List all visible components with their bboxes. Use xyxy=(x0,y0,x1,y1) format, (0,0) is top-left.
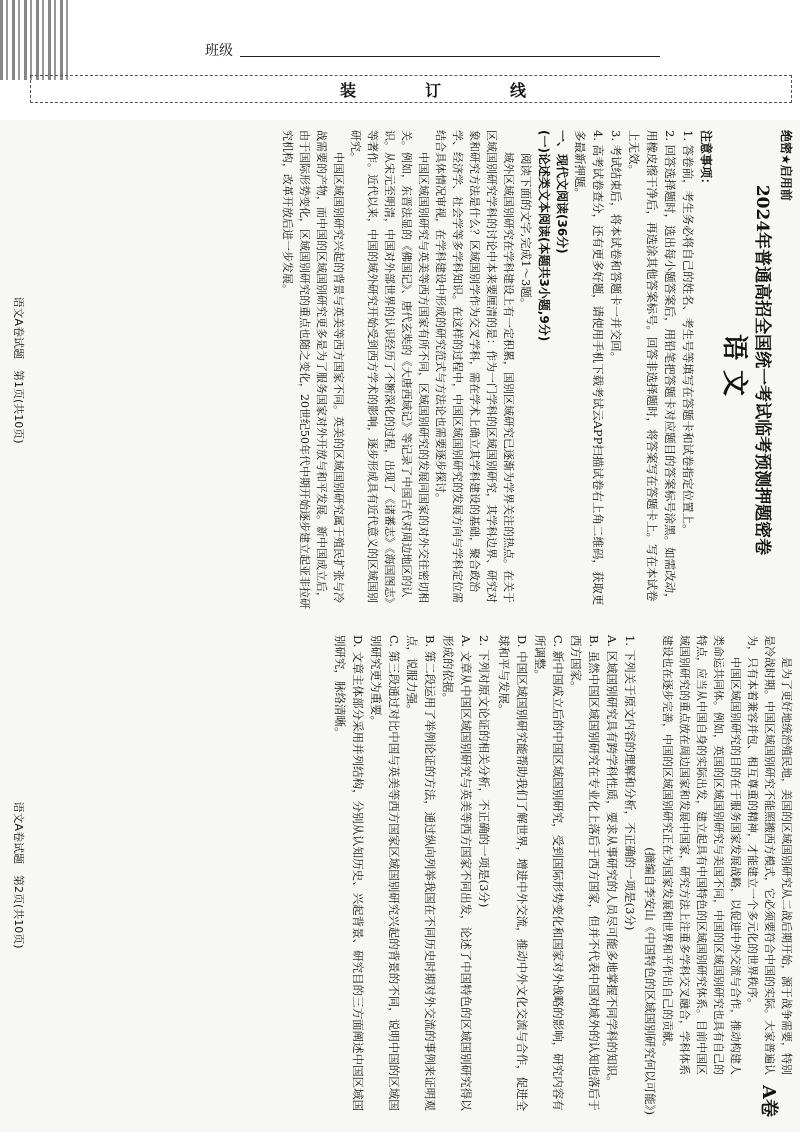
passage-paragraph: 中国区域国别研究的目的在于服务国家发展战略，以促进中外交流与合作，推动构建人类命运共同体。例如，英国的区域国别研究与美国不同，中国的区域国别研究也具有自己的特点，应当从中国自身的实际出发，建立起具有中国特色的区域国别研究体系。目前中国区域国别研究的重点放在周边国家和发展中国家，研究方法上注重多学科交叉融合，学科体系建设也在逐步完善，中国的区域国别研究正在为国家发展和世界和平作出自己的贡献。 xyxy=(661,635,742,1075)
paper-version-mark: A卷 xyxy=(758,1085,779,1117)
passage-paragraph: 是为了更好地统治殖民地，美国的区域国别研究从二战后期开始，源于战争需要，特别是冷战时期。中国区域国别研究不能照搬西方模式，它必须要符合中国的实际。大家普遍认为，只有本着兼容并包、相互尊重的精神，才能建立一个多元化的世界秩序。 xyxy=(746,635,793,1075)
question-option: D. 文章主体部分采用并列结构，分别从认知历史、兴起背景、研究目的三方面阐述中国区域国别研究，脉络清晰。 xyxy=(333,635,365,1112)
note-item: 1. 答卷前，考生务必将自己的姓名、考生号等填写在答题卡和试卷指定位置上。 xyxy=(681,130,695,536)
class-fill-line xyxy=(240,56,660,57)
question-option: A. 文章从中国区域国别研究与英美等西方国家不同出发，论述了中国特色的区域国别研究得以形成的依据。 xyxy=(441,635,473,1111)
exam-title: 2024年普通高招全国统一考试临考预测押题密卷 xyxy=(752,184,772,556)
passage-paragraph: 中国区域国别研究与英美等西方国家有所不同，区域国别研究的发展同国家的对外交往密切相关。例如，东晋法显的《佛国记》、唐代玄奘的《大唐西域记》等记录了中国古代对周边地区的认识。从宋元至明清，中国对外部世界的认识经历了不断深化的过程，出现了《诸蕃志》《海国图志》等著作。近代以来，中国的域外研究开始受到西方学术的影响，逐步形成具有近代意义的区域国别研究。 xyxy=(349,130,430,609)
page-two-column xyxy=(5,635,795,1115)
passage-source: (摘编自李安山《中国特色的区域国别研究何以可能》) xyxy=(643,847,657,1115)
page-one-column xyxy=(5,130,795,610)
note-item: 3. 考试结束后，将本试卷和答题卡一并交回。 xyxy=(609,130,623,364)
binding-strip xyxy=(0,0,800,120)
section-heading: 一、现代文阅读(36分) xyxy=(555,130,569,254)
page-footer: 语文A卷试题 第1页(共10页) xyxy=(12,296,25,444)
subsection-heading: (一)论述类文本阅读(本题共3小题,9分) xyxy=(537,130,551,342)
secret-mark: 绝密★启用前 xyxy=(779,130,793,201)
page-footer: 语文A卷试题 第2页(共10页) xyxy=(12,801,25,949)
subject-title: 语文 xyxy=(719,333,749,406)
question-option: C. 新中国成立后的中国区域国别研究，受到国际形势变化和国家对外战略的影响，研究内容有所调整。 xyxy=(533,635,565,1111)
note-item: 4. 高考试卷查分，还有更多好题，请使用手机下载考试云APP扫描试卷右上角二维码，获取更多最新押题。 xyxy=(573,130,605,606)
question-stem: 1. 下列关于原文内容的理解和分析，不正确的一项是(3分) xyxy=(623,635,637,931)
question-option: D. 中国区域国别研究能帮助我们了解世界，增进中外交流，推动中外文化交流与合作，促进全球和平与发展。 xyxy=(497,635,529,1112)
passage-continued xyxy=(659,635,795,1085)
question-block xyxy=(331,635,493,1115)
notes-title: 注意事项： xyxy=(699,130,713,191)
rotated-content xyxy=(5,120,795,1125)
reading-instruction: 阅读下面的文字,完成1～3题。 xyxy=(519,153,533,310)
notes-block xyxy=(571,130,715,610)
binding-line-box xyxy=(30,75,792,103)
question-option: A. 区域国别研究具有跨学科性质，要求从事研究的人员尽可能多地掌握不同学科的知识。 xyxy=(605,635,619,1088)
question-option: C. 第三段通过对比中国与英美等西方国家区域国别研究兴起的背景的不同，说明中国的区域国别研究更为重要。 xyxy=(369,635,401,1111)
binding-word-xian: 线 xyxy=(510,81,527,100)
question-stem: 2. 下列对原文论证的相关分析，不正确的一项是(3分) xyxy=(477,635,491,908)
binding-word-zhuang: 装 xyxy=(340,81,357,100)
question-option: B. 第二段运用了举例论证的方法，通过纵向列举我国在不同历史时期对外交流的事例来证明观点，说服力强。 xyxy=(405,635,437,1111)
class-label: 班级 xyxy=(205,43,233,59)
passage-paragraph: 域外区域国别研究在学科建设上有一定积累，国别区域研究已逐渐为学界关注的热点。在关于区域国别研究学科的讨论中本来要厘清的是：作为一门学科的区域国别研究，其学科边界、研究对象和研究方法是什么？区域国别学作为交叉学科，需在学术上确立其学科建设的基础，聚合政治学、经济学、社会学等多学科知识。在这样的过程中，中国区域国别研究的发展方向与学科定位需结合具体情况审视，在学科建设中形成的研究范式与方法论也需要逐步探讨。 xyxy=(434,130,515,603)
question-block xyxy=(495,635,639,1115)
scan-artifact xyxy=(0,0,70,80)
note-item: 2. 回答选择题时，选出每小题答案后，用铅笔把答题卡对应题目的答案标号涂黑。如需改动，用橡皮擦干净后，再选涂其他答案标号。回答非选择题时，将答案写在答题卡上。写在本试卷上无效。 xyxy=(627,130,677,605)
question-option: B. 虽然中国区域国别研究在专业化上落后于西方国家，但并不代表中国对域外的认知也落后于西方国家。 xyxy=(569,635,601,1111)
passage-paragraph: 中国区域国别研究兴起的背景与英美等西方国家不同。英美的区域国别研究属于殖民扩张与冷战需要的产物，而中国的区域国别研究更多是为了服务国家对外开放与和平发展。新中国成立后，由于国际形势变化，区域国别研究的重点也随之变化，20世纪50年代中期开始逐步建立起亚非拉研究机构，改革开放后进一步发展。 xyxy=(281,130,345,609)
passage-body xyxy=(279,130,517,610)
binding-word-ding: 订 xyxy=(425,81,442,100)
